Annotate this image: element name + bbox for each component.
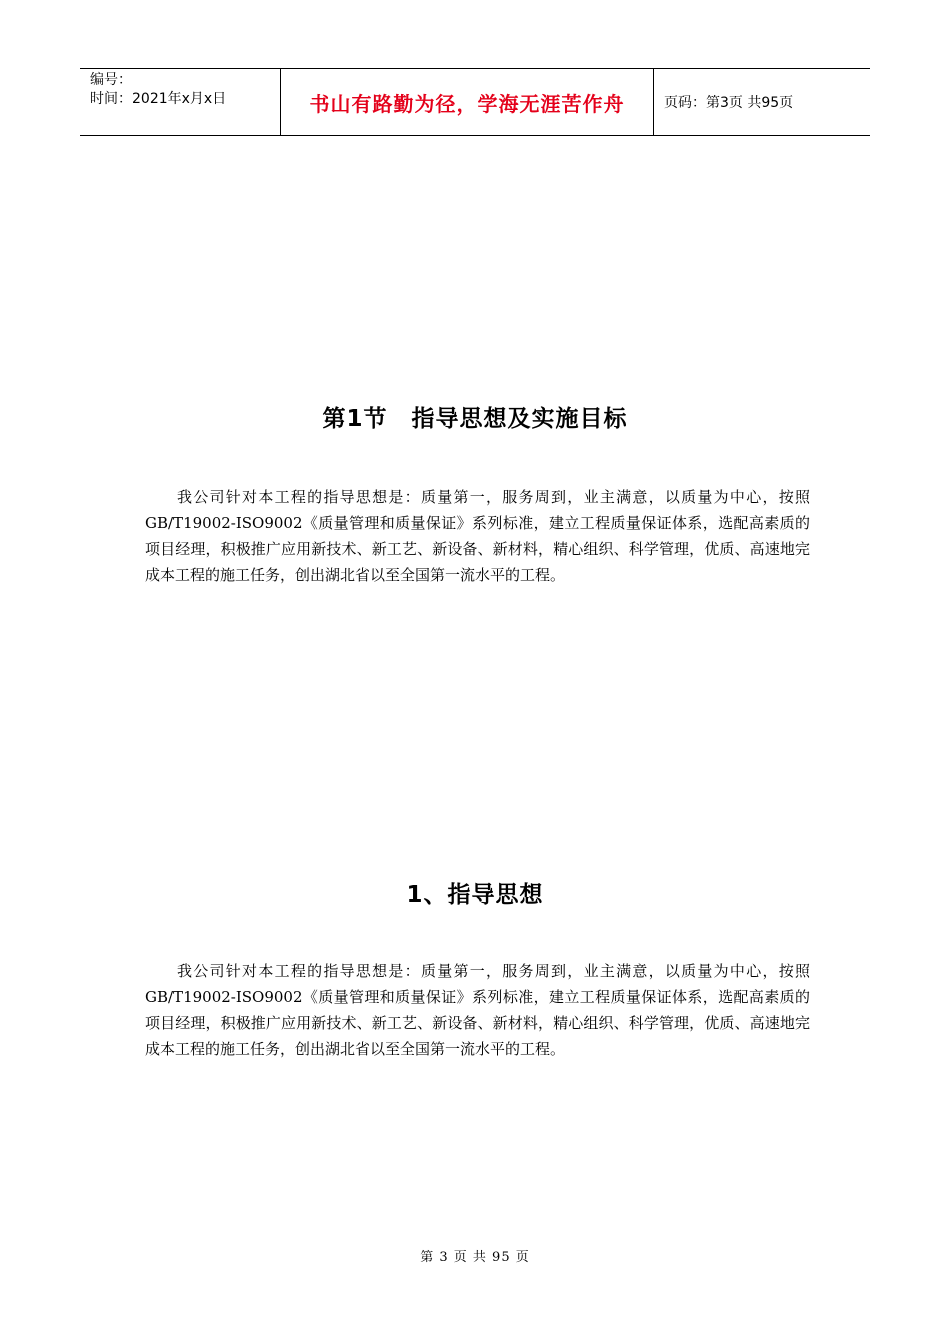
page-footer: 第 3 页 共 95 页 (420, 1250, 530, 1265)
date-label: 时间：2021年x月x日 (90, 91, 227, 107)
subsection-title: 1、指导思想 (406, 882, 544, 908)
header-motto-cell (281, 69, 654, 135)
section-paragraph: 我公司针对本工程的指导思想是：质量第一，服务周到，业主满意，以质量为中心，按照GB/T19002-ISO9002《质量管理和质量保证》系列标准，建立工程质量保证体系，选配高素质的项目经理，积极推广应用新技术、新工艺、新设备、新材料，精心组织、科学管理，优质、高速地完成本工程的施工任务，创出湖北省以至全国第一流水平的工程。 (145, 488, 810, 584)
header-page-cell (654, 69, 870, 135)
subsection-paragraph: 我公司针对本工程的指导思想是：质量第一，服务周到，业主满意，以质量为中心，按照GB/T19002-ISO9002《质量管理和质量保证》系列标准，建立工程质量保证体系，选配高素质的项目经理，积极推广应用新技术、新工艺、新设备、新材料，精心组织、科学管理，优质、高速地完成本工程的施工任务，创出湖北省以至全国第一流水平的工程。 (145, 962, 810, 1058)
page-header (80, 68, 870, 136)
header-meta-cell (80, 69, 281, 135)
header-page-label: 页码：第3页 共95页 (664, 95, 794, 111)
section-title: 第1节 指导思想及实施目标 (322, 406, 628, 432)
header-motto: 书山有路勤为径，学海无涯苦作舟 (309, 91, 625, 116)
serial-number-label: 编号： (90, 72, 132, 88)
